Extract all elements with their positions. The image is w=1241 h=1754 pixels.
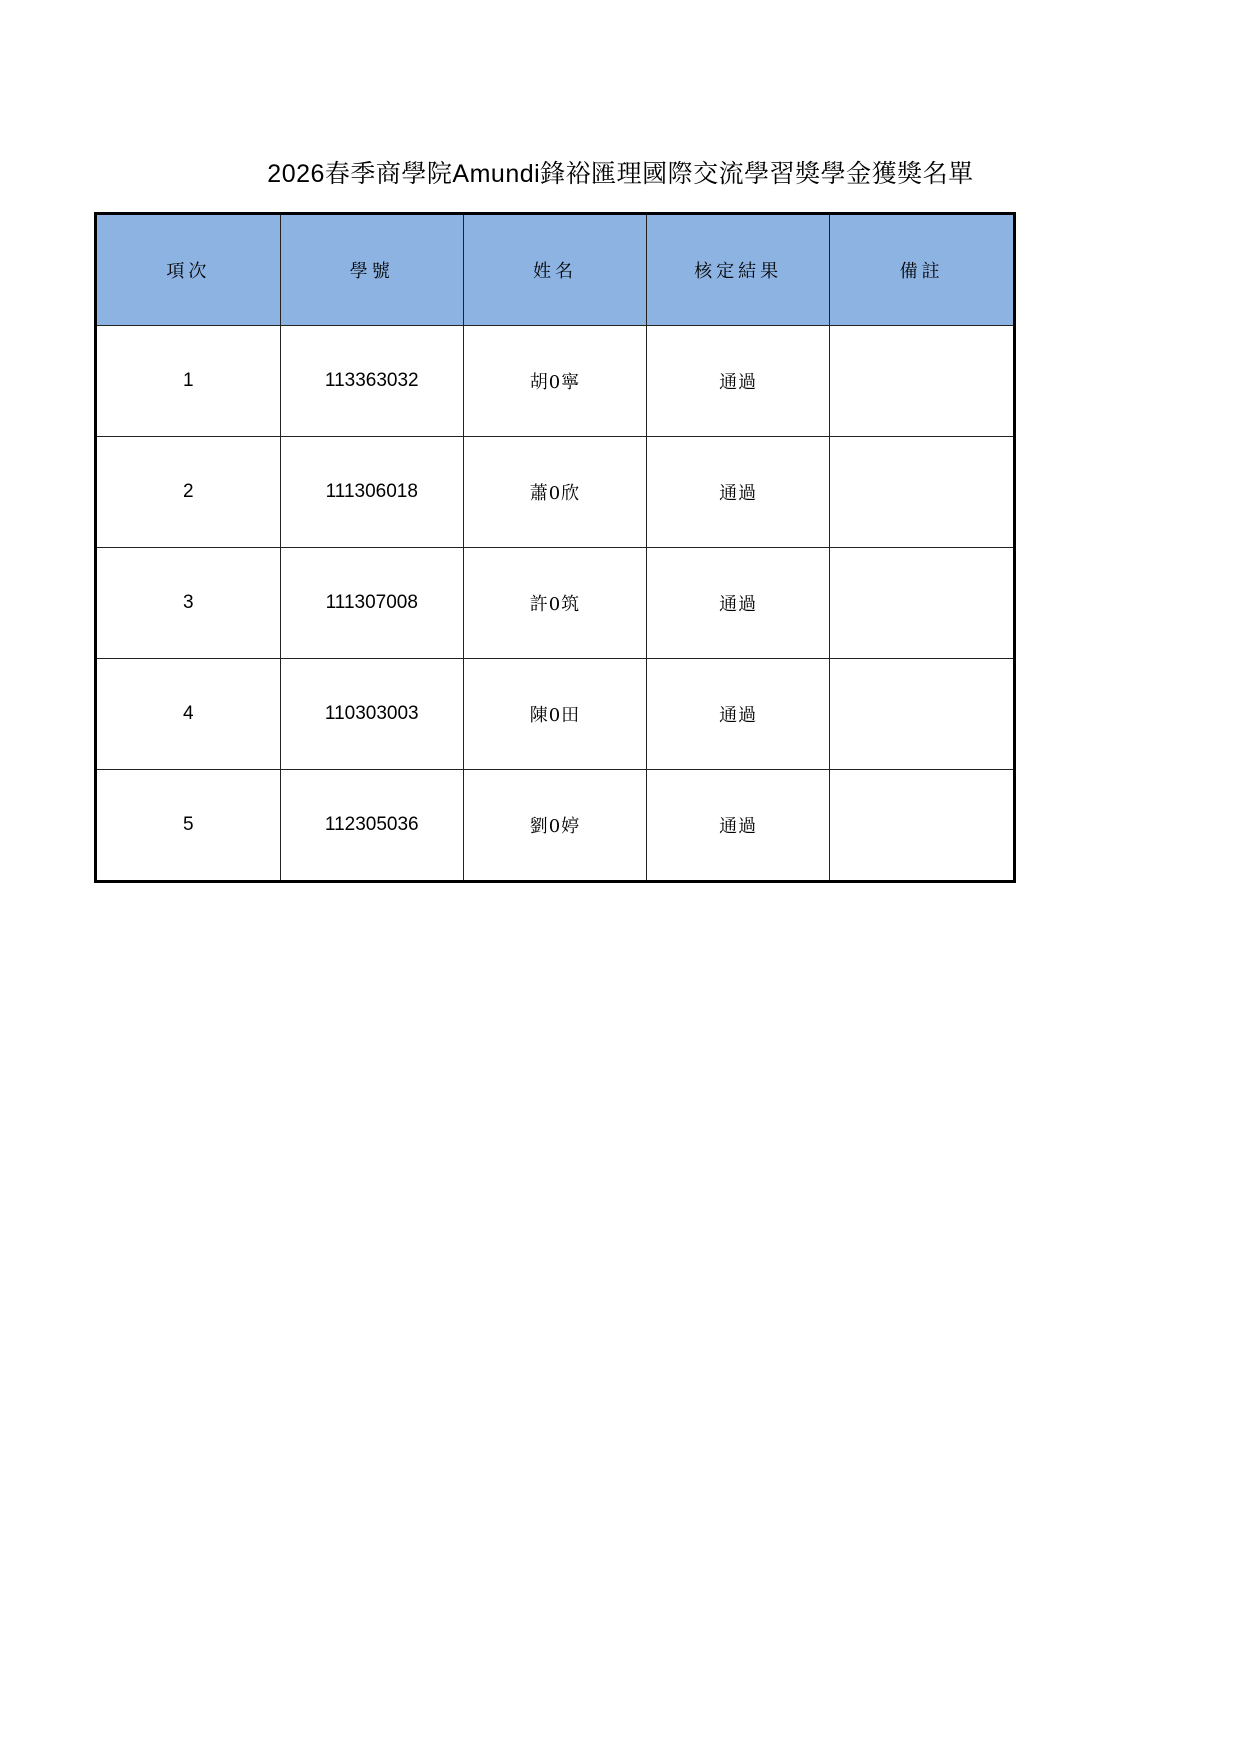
cell-remarks — [830, 437, 1013, 548]
cell-student-id: 111306018 — [280, 437, 463, 548]
cell-student-id: 113363032 — [280, 326, 463, 437]
table-row — [97, 326, 1013, 437]
table-row — [97, 437, 1013, 548]
cell-index: 5 — [97, 770, 280, 881]
cell-result: 通過 — [647, 548, 830, 659]
cell-name: 胡0寧 — [463, 326, 646, 437]
cell-index: 3 — [97, 548, 280, 659]
table-row — [97, 659, 1013, 770]
cell-remarks — [830, 548, 1013, 659]
header-result: 核定結果 — [647, 215, 830, 326]
page-title: 2026春季商學院Amundi鋒裕匯理國際交流學習獎學金獲獎名單 — [267, 160, 974, 188]
cell-name: 陳0田 — [463, 659, 646, 770]
header-index: 項次 — [97, 215, 280, 326]
award-list-table-container — [94, 212, 1016, 883]
cell-result: 通過 — [647, 326, 830, 437]
cell-student-id: 112305036 — [280, 770, 463, 881]
cell-student-id: 110303003 — [280, 659, 463, 770]
cell-result: 通過 — [647, 659, 830, 770]
cell-index: 2 — [97, 437, 280, 548]
table-row — [97, 548, 1013, 659]
cell-index: 1 — [97, 326, 280, 437]
header-remarks: 備註 — [830, 215, 1013, 326]
cell-result: 通過 — [647, 770, 830, 881]
award-list-table — [97, 215, 1013, 880]
cell-name: 蕭0欣 — [463, 437, 646, 548]
cell-remarks — [830, 659, 1013, 770]
table-row — [97, 770, 1013, 881]
cell-result: 通過 — [647, 437, 830, 548]
table-header-row — [97, 215, 1013, 326]
cell-name: 劉0婷 — [463, 770, 646, 881]
cell-name: 許0筑 — [463, 548, 646, 659]
cell-student-id: 111307008 — [280, 548, 463, 659]
header-name: 姓名 — [463, 215, 646, 326]
cell-index: 4 — [97, 659, 280, 770]
cell-remarks — [830, 770, 1013, 881]
header-student-id: 學號 — [280, 215, 463, 326]
cell-remarks — [830, 326, 1013, 437]
